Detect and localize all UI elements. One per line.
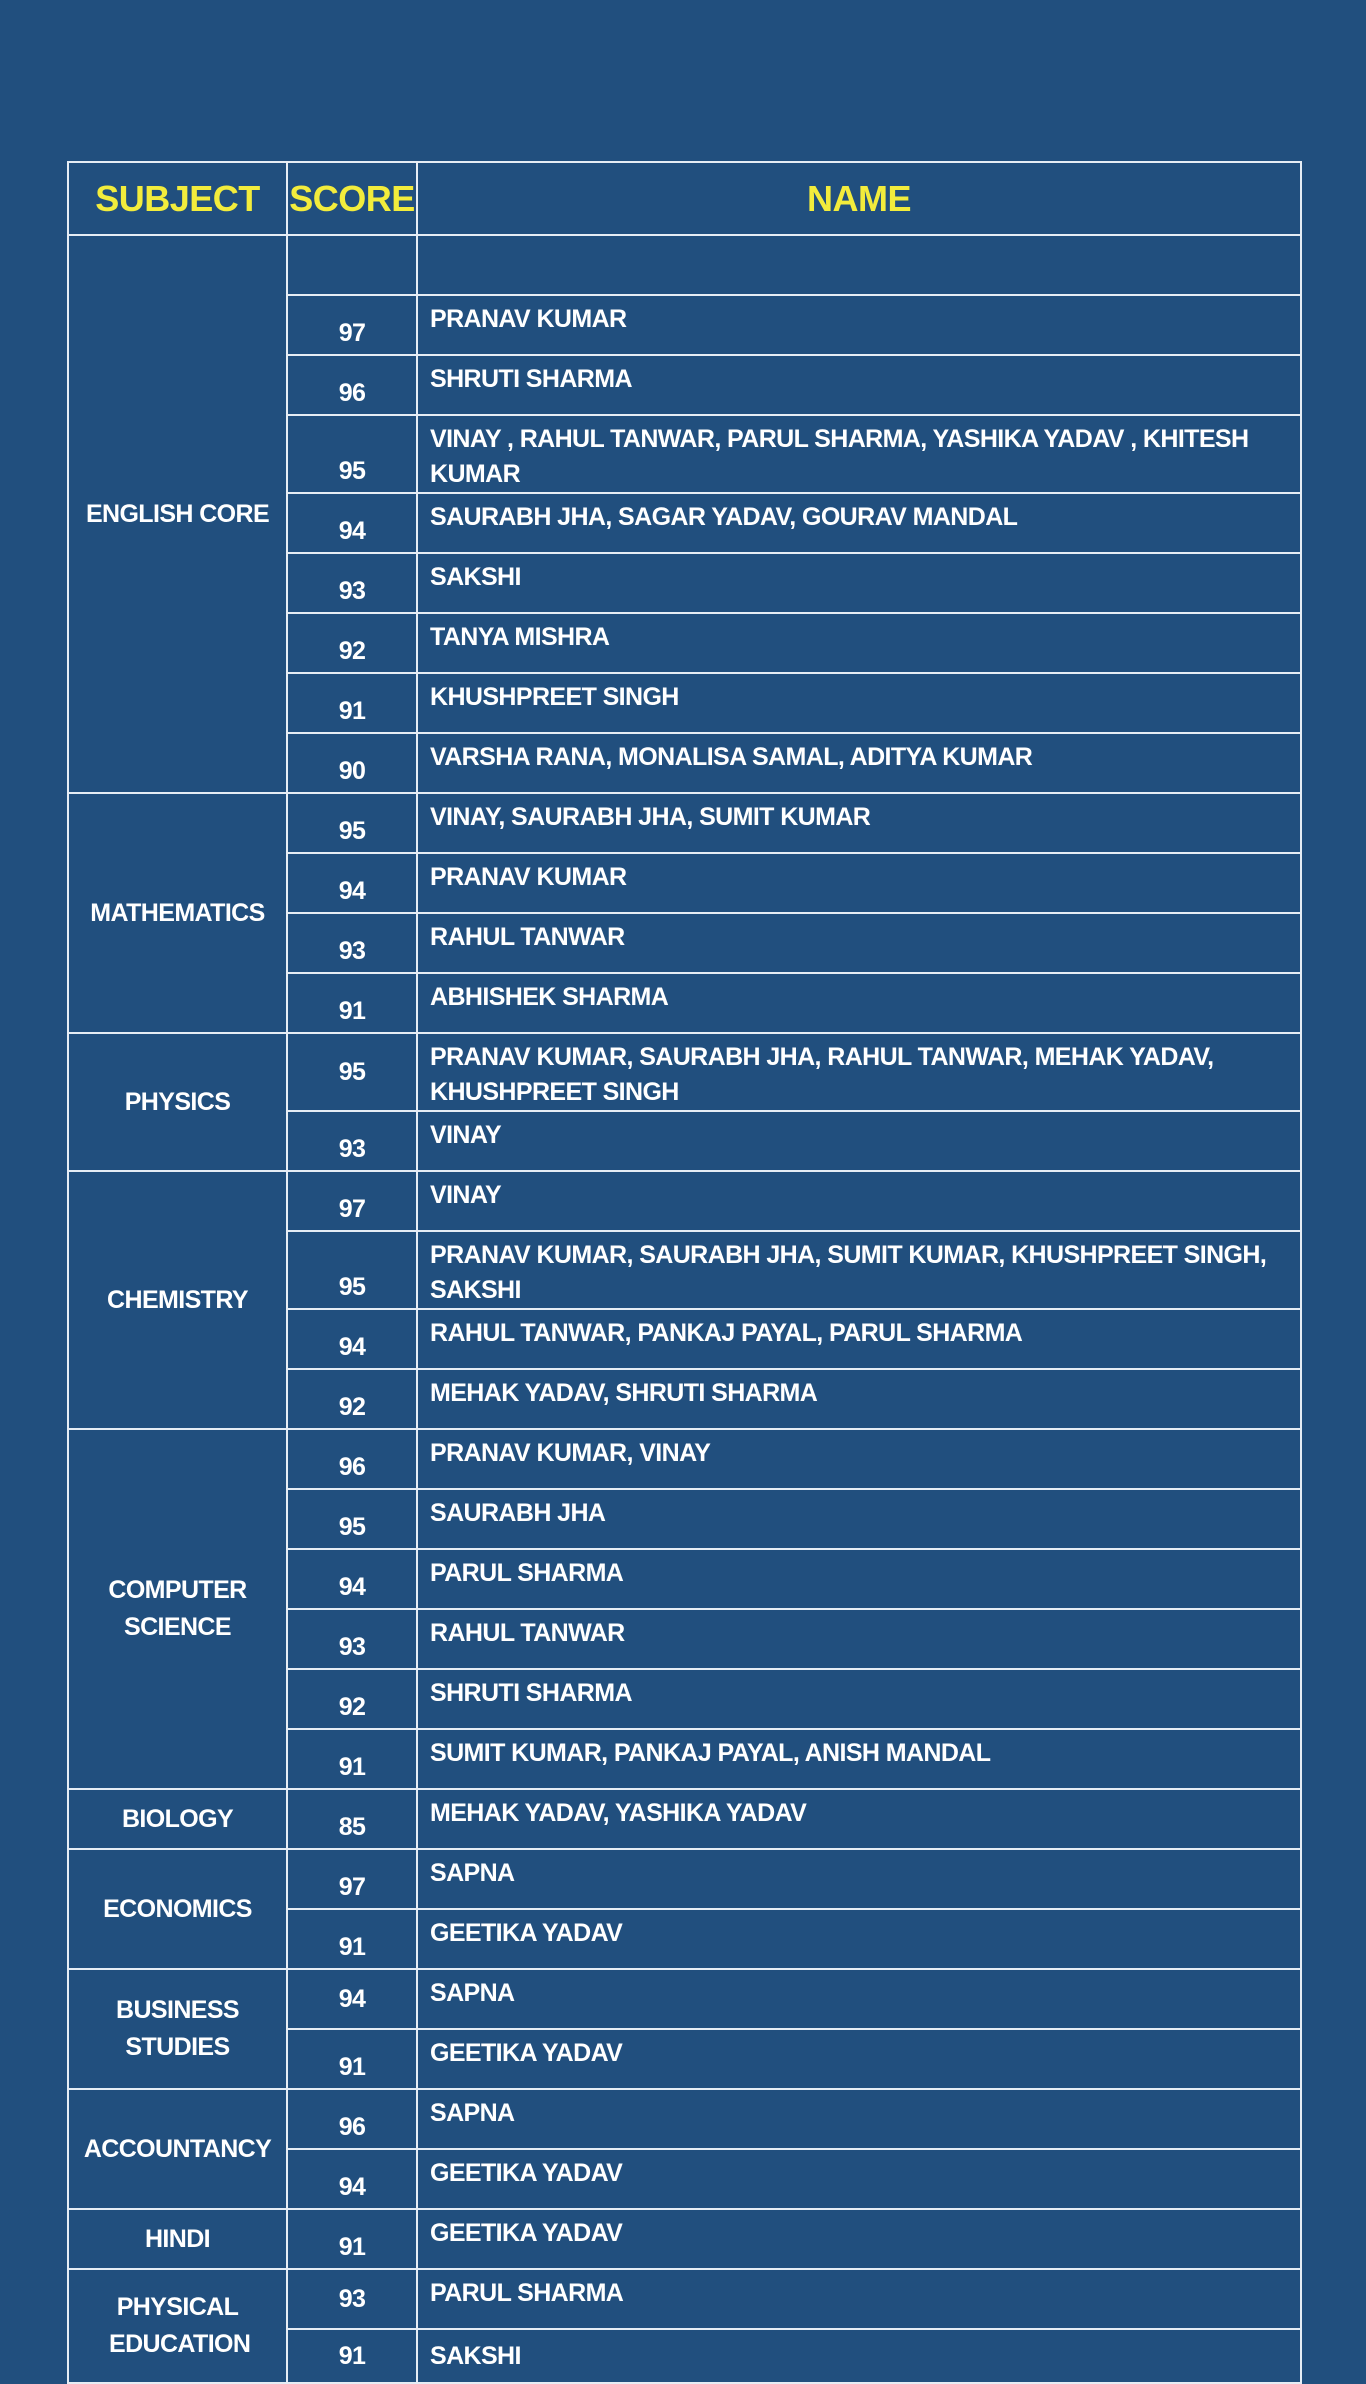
score-cell: 94 [287, 1549, 417, 1609]
subject-economics: ECONOMICS [68, 1849, 287, 1969]
score-cell: 91 [287, 2029, 417, 2089]
score-cell: 85 [287, 1789, 417, 1849]
name-cell: PARUL SHARMA [417, 1549, 1301, 1609]
score-cell: 96 [287, 2089, 417, 2149]
subject-physical-education: PHYSICAL EDUCATION [68, 2269, 287, 2383]
score-cell: 96 [287, 1429, 417, 1489]
name-cell: MEHAK YADAV, YASHIKA YADAV [417, 1789, 1301, 1849]
subject-business-studies: BUSINESS STUDIES [68, 1969, 287, 2089]
subject-chemistry: CHEMISTRY [68, 1171, 287, 1429]
score-cell: 95 [287, 1231, 417, 1309]
table-row [68, 2209, 1301, 2269]
table-row [68, 1033, 1301, 1111]
table-row [68, 2089, 1301, 2149]
table-row [68, 793, 1301, 853]
subject-header: SUBJECT [68, 162, 287, 235]
score-cell: 93 [287, 1609, 417, 1669]
table-row [68, 1789, 1301, 1849]
name-cell: VINAY [417, 1171, 1301, 1231]
name-cell: SUMIT KUMAR, PANKAJ PAYAL, ANISH MANDAL [417, 1729, 1301, 1789]
score-cell: 94 [287, 1309, 417, 1369]
table-row [68, 1171, 1301, 1231]
name-cell: PARUL SHARMA [417, 2269, 1301, 2329]
name-cell: PRANAV KUMAR [417, 295, 1301, 355]
name-cell: SHRUTI SHARMA [417, 1669, 1301, 1729]
name-cell: VINAY , RAHUL TANWAR, PARUL SHARMA, YASHIKA YADAV , KHITESH KUMAR [417, 415, 1301, 493]
name-cell: SHRUTI SHARMA [417, 355, 1301, 415]
subject-hindi: HINDI [68, 2209, 287, 2269]
score-cell: 92 [287, 1669, 417, 1729]
score-cell: 94 [287, 493, 417, 553]
score-cell: 95 [287, 1033, 417, 1111]
subject-physics: PHYSICS [68, 1033, 287, 1171]
score-cell: 91 [287, 1729, 417, 1789]
score-cell: 95 [287, 793, 417, 853]
header-row [68, 162, 1301, 235]
score-cell: 93 [287, 1111, 417, 1171]
name-cell: VARSHA RANA, MONALISA SAMAL, ADITYA KUMAR [417, 733, 1301, 793]
score-cell: 91 [287, 2329, 417, 2383]
score-cell: 90 [287, 733, 417, 793]
score-cell: 97 [287, 1171, 417, 1231]
name-cell: GEETIKA YADAV [417, 2209, 1301, 2269]
score-cell: 94 [287, 2149, 417, 2209]
name-cell: GEETIKA YADAV [417, 2029, 1301, 2089]
name-cell: GEETIKA YADAV [417, 1909, 1301, 1969]
score-table [67, 161, 1302, 2384]
name-cell: VINAY [417, 1111, 1301, 1171]
name-cell: SAPNA [417, 1849, 1301, 1909]
name-cell: VINAY, SAURABH JHA, SUMIT KUMAR [417, 793, 1301, 853]
score-cell: 97 [287, 1849, 417, 1909]
name-cell: MEHAK YADAV, SHRUTI SHARMA [417, 1369, 1301, 1429]
score-cell [287, 235, 417, 295]
name-cell: ABHISHEK SHARMA [417, 973, 1301, 1033]
subject-computer-science: COMPUTER SCIENCE [68, 1429, 287, 1789]
score-cell: 92 [287, 1369, 417, 1429]
name-cell: SAURABH JHA [417, 1489, 1301, 1549]
name-cell [417, 235, 1301, 295]
score-cell: 93 [287, 913, 417, 973]
table-row [68, 1849, 1301, 1909]
table-row [68, 1429, 1301, 1489]
score-cell: 91 [287, 973, 417, 1033]
score-cell: 92 [287, 613, 417, 673]
name-cell: KHUSHPREET SINGH [417, 673, 1301, 733]
name-cell: SAURABH JHA, SAGAR YADAV, GOURAV MANDAL [417, 493, 1301, 553]
name-cell: PRANAV KUMAR, VINAY [417, 1429, 1301, 1489]
score-cell: 94 [287, 1969, 417, 2029]
score-cell: 91 [287, 673, 417, 733]
subject-mathematics: MATHEMATICS [68, 793, 287, 1033]
name-cell: PRANAV KUMAR, SAURABH JHA, SUMIT KUMAR, KHUSHPREET SINGH, SAKSHI [417, 1231, 1301, 1309]
score-cell: 97 [287, 295, 417, 355]
name-cell: PRANAV KUMAR, SAURABH JHA, RAHUL TANWAR, MEHAK YADAV, KHUSHPREET SINGH [417, 1033, 1301, 1111]
name-cell: SAPNA [417, 2089, 1301, 2149]
name-header: NAME [417, 162, 1301, 235]
subject-english-core: ENGLISH CORE [68, 235, 287, 793]
score-cell: 95 [287, 1489, 417, 1549]
name-cell: SAKSHI [417, 2329, 1301, 2383]
score-cell: 95 [287, 415, 417, 493]
name-cell: SAPNA [417, 1969, 1301, 2029]
name-cell: RAHUL TANWAR [417, 913, 1301, 973]
score-cell: 91 [287, 1909, 417, 1969]
name-cell: RAHUL TANWAR [417, 1609, 1301, 1669]
score-cell: 94 [287, 853, 417, 913]
score-header: SCORE [287, 162, 417, 235]
score-cell: 96 [287, 355, 417, 415]
score-cell: 93 [287, 2269, 417, 2329]
table-row [68, 1969, 1301, 2029]
subject-biology: BIOLOGY [68, 1789, 287, 1849]
name-cell: SAKSHI [417, 553, 1301, 613]
name-cell: RAHUL TANWAR, PANKAJ PAYAL, PARUL SHARMA [417, 1309, 1301, 1369]
subject-accountancy: ACCOUNTANCY [68, 2089, 287, 2209]
score-cell: 93 [287, 553, 417, 613]
table-row [68, 235, 1301, 295]
name-cell: GEETIKA YADAV [417, 2149, 1301, 2209]
name-cell: TANYA MISHRA [417, 613, 1301, 673]
score-cell: 91 [287, 2209, 417, 2269]
name-cell: PRANAV KUMAR [417, 853, 1301, 913]
table-row [68, 2269, 1301, 2329]
